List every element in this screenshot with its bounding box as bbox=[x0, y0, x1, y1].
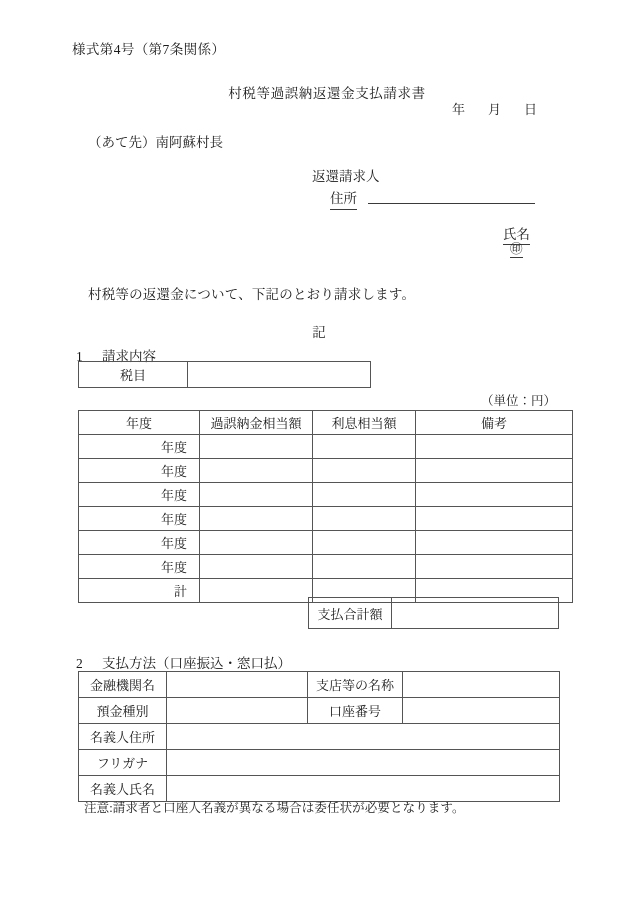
branch-label: 支店等の名称 bbox=[308, 672, 403, 698]
header-overpayment: 過誤納金相当額 bbox=[200, 411, 313, 435]
cell-total-overpayment[interactable] bbox=[200, 579, 313, 603]
institution-label: 金融機関名 bbox=[79, 672, 167, 698]
cell-overpayment[interactable] bbox=[200, 435, 313, 459]
tax-item-table bbox=[78, 361, 371, 388]
document-title: 村税等過誤納返還金支払請求書 bbox=[228, 86, 426, 101]
table-row bbox=[79, 531, 573, 555]
table-row bbox=[79, 672, 560, 698]
holder-name-label: 名義人氏名 bbox=[79, 776, 167, 802]
cell-interest[interactable] bbox=[313, 435, 416, 459]
unit-note: （単位：円） bbox=[480, 394, 556, 408]
account-number-value[interactable] bbox=[403, 698, 560, 724]
holder-address-label: 名義人住所 bbox=[79, 724, 167, 750]
payment-total-value[interactable] bbox=[392, 598, 559, 629]
body-sentence: 村税等の返還金について、下記のとおり請求します。 bbox=[88, 287, 416, 302]
claimant-heading: 返還請求人 bbox=[312, 169, 380, 184]
cell-year[interactable]: 年度 bbox=[79, 531, 200, 555]
cell-year[interactable]: 年度 bbox=[79, 507, 200, 531]
table-row bbox=[79, 435, 573, 459]
table-header-row bbox=[79, 411, 573, 435]
claimant-name-label: 氏名 bbox=[503, 223, 530, 245]
table-row bbox=[79, 483, 573, 507]
section-2-label: 支払方法（口座振込・窓口払） bbox=[102, 656, 291, 671]
holder-address-value[interactable] bbox=[167, 724, 560, 750]
payment-total-label: 支払合計額 bbox=[309, 598, 392, 629]
cell-overpayment[interactable] bbox=[200, 555, 313, 579]
table-row bbox=[309, 598, 559, 629]
table-row bbox=[79, 724, 560, 750]
footnote: 注意:請求者と口座人名義が異なる場合は委任状が必要となります。 bbox=[84, 801, 465, 815]
date-line bbox=[452, 99, 537, 118]
claimant-address-row bbox=[330, 187, 535, 210]
tax-item-value[interactable] bbox=[188, 362, 371, 388]
cell-note[interactable] bbox=[416, 435, 573, 459]
cell-year[interactable]: 年度 bbox=[79, 459, 200, 483]
table-row bbox=[79, 750, 560, 776]
cell-year[interactable]: 年度 bbox=[79, 435, 200, 459]
cell-year[interactable]: 年度 bbox=[79, 555, 200, 579]
cell-note[interactable] bbox=[416, 459, 573, 483]
header-note: 備考 bbox=[416, 411, 573, 435]
table-row bbox=[79, 555, 573, 579]
cell-note[interactable] bbox=[416, 483, 573, 507]
addressee: （あて先）南阿蘇村長 bbox=[88, 135, 223, 150]
cell-note[interactable] bbox=[416, 555, 573, 579]
table-row bbox=[79, 507, 573, 531]
date-month-label: 月 bbox=[488, 102, 502, 117]
cell-note[interactable] bbox=[416, 507, 573, 531]
date-year-label: 年 bbox=[452, 102, 466, 117]
date-day-label: 日 bbox=[524, 102, 538, 117]
cell-note[interactable] bbox=[416, 531, 573, 555]
section-2-heading bbox=[76, 652, 291, 672]
payment-total-table bbox=[308, 597, 559, 629]
deposit-type-label: 預金種別 bbox=[79, 698, 167, 724]
cell-overpayment[interactable] bbox=[200, 483, 313, 507]
cell-interest[interactable] bbox=[313, 483, 416, 507]
cell-overpayment[interactable] bbox=[200, 507, 313, 531]
cell-interest[interactable] bbox=[313, 507, 416, 531]
cell-interest[interactable] bbox=[313, 555, 416, 579]
table-row bbox=[79, 459, 573, 483]
section-2-number: 2 bbox=[76, 656, 83, 671]
header-year: 年度 bbox=[79, 411, 200, 435]
table-row bbox=[79, 362, 371, 388]
deposit-type-value[interactable] bbox=[167, 698, 308, 724]
claimant-address-label: 住所 bbox=[330, 187, 357, 210]
tax-item-label: 税目 bbox=[79, 362, 188, 388]
furigana-value[interactable] bbox=[167, 750, 560, 776]
institution-value[interactable] bbox=[167, 672, 308, 698]
cell-year[interactable]: 年度 bbox=[79, 483, 200, 507]
cell-interest[interactable] bbox=[313, 531, 416, 555]
section-1-number: 1 bbox=[76, 349, 83, 364]
seal-stamp-icon: ㊞ bbox=[510, 242, 523, 256]
header-interest: 利息相当額 bbox=[313, 411, 416, 435]
ki-marker: 記 bbox=[312, 325, 326, 340]
cell-overpayment[interactable] bbox=[200, 531, 313, 555]
account-number-label: 口座番号 bbox=[308, 698, 403, 724]
branch-value[interactable] bbox=[403, 672, 560, 698]
cell-total-label: 計 bbox=[79, 579, 200, 603]
claimant-address-rule[interactable] bbox=[368, 203, 535, 204]
form-number: 様式第4号（第7条関係） bbox=[72, 42, 226, 57]
table-row bbox=[79, 698, 560, 724]
bank-account-table bbox=[78, 671, 560, 802]
section-1-label: 請求内容 bbox=[102, 349, 156, 364]
furigana-label: フリガナ bbox=[79, 750, 167, 776]
cell-overpayment[interactable] bbox=[200, 459, 313, 483]
cell-interest[interactable] bbox=[313, 459, 416, 483]
refund-detail-table bbox=[78, 410, 573, 603]
